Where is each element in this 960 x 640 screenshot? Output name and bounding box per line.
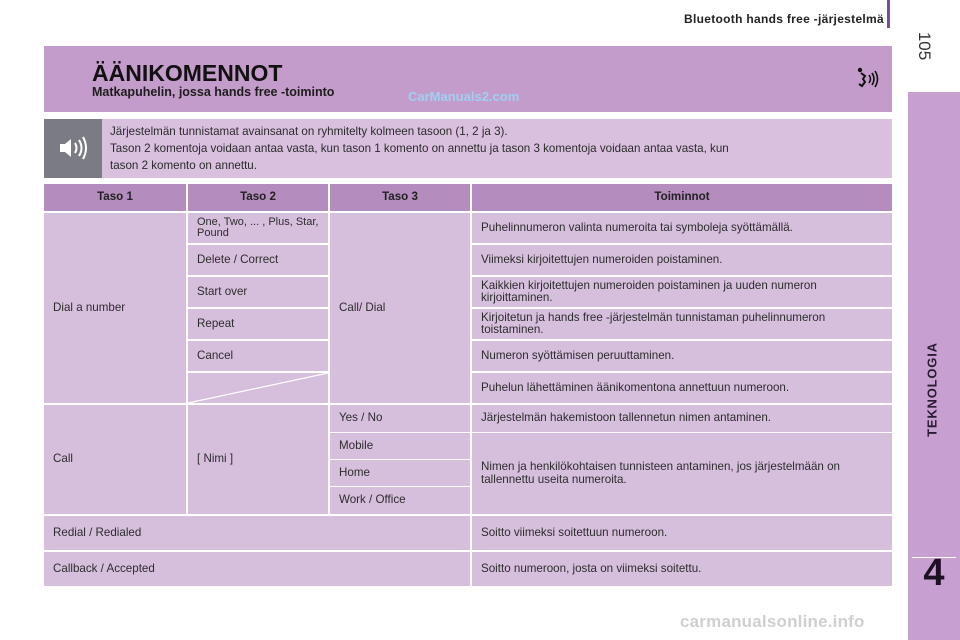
table-cell-level-2: Delete / Correct <box>188 245 328 275</box>
column-header-actions: Toiminnot <box>472 184 892 211</box>
voice-command-icon <box>854 66 880 92</box>
table-cell-level-2: [ Nimi ] <box>188 405 328 514</box>
table-cell-level-2: Repeat <box>188 309 328 339</box>
table-cell-action: Viimeksi kirjoitettujen numeroiden poistaminen. <box>472 245 892 275</box>
intro-line: Järjestelmän tunnistamat avainsanat on ryhmitelty kolmeen tasoon (1, 2 ja 3). <box>110 125 508 138</box>
table-cell-action: Soitto viimeksi soitettuun numeroon. <box>472 516 892 550</box>
header-divider <box>887 0 890 28</box>
intro-line: tason 2 komento on annettu. <box>110 159 257 172</box>
table-cell-level-3: Call/ Dial <box>330 213 470 403</box>
chapter-number: 4 <box>923 552 945 594</box>
table-cell-command: Redial / Redialed <box>44 516 470 550</box>
table-cell-level-2: Cancel <box>188 341 328 371</box>
table-cell-level-3: Mobile <box>330 433 470 459</box>
column-header-level-3: Taso 3 <box>330 184 470 211</box>
table-cell-level-3: Work / Office <box>330 487 470 514</box>
intro-line: Tason 2 komentoja voidaan antaa vasta, kun tason 1 komento on annettu ja tason 3 komentoja voidaan antaa vasta, kun <box>110 142 729 155</box>
table-cell-level-3: Yes / No <box>330 405 470 432</box>
page-subtitle: Matkapuhelin, jossa hands free -toiminto <box>92 85 335 99</box>
table-cell-level-2: Start over <box>188 277 328 307</box>
table-cell-action: Kaikkien kirjoitettujen numeroiden poistaminen ja uuden numeron kirjoittaminen. <box>472 277 892 307</box>
footer-watermark: carmanualsonline.info <box>680 612 865 631</box>
table-cell-level-3: Home <box>330 460 470 486</box>
page-number: 105 <box>915 31 934 61</box>
table-cell-action: Kirjoitetun ja hands free -järjestelmän tunnistaman puhelinnumeron toistaminen. <box>472 309 892 339</box>
chapter-label: TEKNOLOGIA <box>924 342 940 437</box>
table-cell-level-1: Call <box>44 405 186 514</box>
table-cell-action: Puhelinnumeron valinta numeroita tai symboleja syöttämällä. <box>472 213 892 243</box>
table-cell-action: Nimen ja henkilökohtaisen tunnisteen antaminen, jos järjestelmään on tallennettu useita numeroita. <box>472 433 892 514</box>
watermark-logo: CarManuals2.com <box>408 89 520 104</box>
table-cell-level-2: One, Two, ... , Plus, Star, Pound <box>188 213 328 243</box>
header-title: Bluetooth hands free -järjestelmä <box>684 12 884 26</box>
page-title: ÄÄNIKOMENNOT <box>92 60 283 86</box>
table-cell-action: Järjestelmän hakemistoon tallennetun nimen antaminen. <box>472 405 892 432</box>
table-cell-command: Callback / Accepted <box>44 552 470 586</box>
intro-text <box>110 123 880 174</box>
empty-cell-diagonal <box>188 373 328 403</box>
table-cell-action: Soitto numeroon, josta on viimeksi soitettu. <box>472 552 892 586</box>
table-cell-level-1: Dial a number <box>44 213 186 403</box>
speaker-wave-icon <box>57 134 89 162</box>
column-header-level-2: Taso 2 <box>188 184 328 211</box>
table-cell-action: Puhelun lähettäminen äänikomentona annettuun numeroon. <box>472 373 892 403</box>
column-header-level-1: Taso 1 <box>44 184 186 211</box>
table-cell-action: Numeron syöttämisen peruuttaminen. <box>472 341 892 371</box>
